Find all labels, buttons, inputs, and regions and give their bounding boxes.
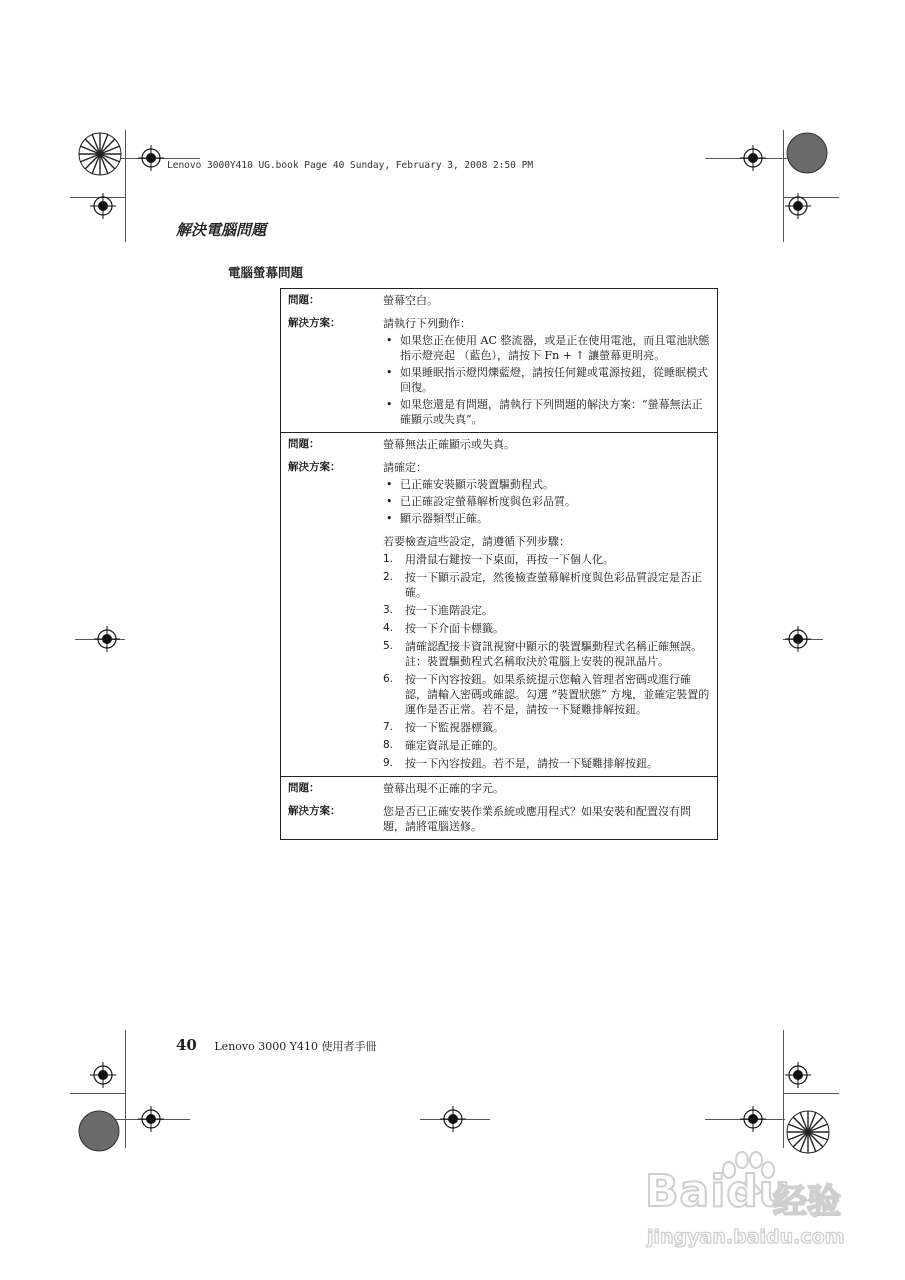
solution-row (281, 804, 717, 834)
starburst-target-icon (77, 131, 123, 177)
bullet-item (383, 511, 711, 526)
step-number: 7. (383, 721, 394, 733)
solution-intro: 請執行下列動作： (383, 317, 471, 330)
bullet-text: 如果您正在使用 AC 整流器，或是正在使用電池，而且電池狀態指示燈亮起 （藍色），請按下 Fn + ↑ 讓螢幕更明亮。 (400, 334, 710, 362)
registration-mark-icon (740, 145, 766, 171)
registration-mark-icon (90, 193, 116, 219)
registration-mark-icon (90, 1062, 116, 1088)
bullet-icon: • (386, 512, 393, 525)
step-item (383, 720, 711, 735)
step-number: 8. (383, 739, 394, 751)
step-item (383, 552, 711, 567)
watermark-brand-cn: 经验 (773, 1182, 841, 1222)
step-item (383, 738, 711, 753)
step-text: 用滑鼠右鍵按一下桌面，再按一下個人化。 (405, 553, 614, 566)
step-item (383, 603, 711, 618)
problem-text: 螢幕無法正確顯示或失真。 (383, 438, 515, 451)
page-footer (176, 1036, 376, 1054)
step-item (383, 621, 711, 636)
step-number: 4. (383, 622, 394, 634)
step-number: 2. (383, 571, 394, 583)
problem-block (281, 289, 717, 432)
step-number: 5. (383, 640, 394, 652)
step-item (383, 639, 711, 669)
problem-row (281, 293, 717, 308)
problem-row (281, 781, 717, 796)
bullet-item (383, 477, 711, 492)
page-number: 40 (176, 1036, 197, 1054)
step-number: 3. (383, 604, 394, 616)
gray-target-icon (785, 131, 829, 175)
gray-target-icon (77, 1109, 121, 1153)
solution-label: 解決方案： (288, 461, 341, 473)
step-text: 按一下介面卡標籤。 (405, 622, 504, 635)
solution-label: 解決方案： (288, 317, 341, 329)
step-item (383, 672, 711, 717)
bullet-item (383, 333, 711, 363)
solution-content (383, 460, 711, 771)
book-title: Lenovo 3000 Y410 使用者手冊 (214, 1040, 377, 1053)
registration-mark-icon (94, 626, 120, 652)
step-number: 1. (383, 553, 394, 565)
solution-intro: 請確定： (383, 461, 427, 474)
registration-mark-icon (785, 626, 811, 652)
step-text: 確定資訊是正確的。 (405, 739, 504, 752)
step-text: 按一下內容按鈕。若不是，請按一下疑難排解按鈕。 (405, 757, 658, 770)
problem-row (281, 437, 717, 452)
troubleshooting-table (280, 288, 718, 840)
bullet-item (383, 365, 711, 395)
step-number: 6. (383, 673, 394, 685)
registration-mark-icon (138, 145, 164, 171)
problem-label: 問題： (288, 294, 320, 306)
bullet-icon: • (386, 334, 393, 347)
bullet-icon: • (386, 398, 393, 411)
baidu-watermark (645, 1150, 865, 1260)
print-slug: Lenovo 3000Y410 UG.book Page 40 Sunday, February 3, 2008 2:50 PM (167, 160, 534, 171)
bullet-item (383, 397, 711, 427)
section-title: 電腦螢幕問題 (228, 265, 304, 280)
solution-label: 解決方案： (288, 805, 341, 817)
problem-text: 螢幕空白。 (383, 294, 438, 307)
problem-label: 問題： (288, 438, 320, 450)
starburst-target-icon (785, 1109, 831, 1155)
registration-mark-icon (785, 193, 811, 219)
bullet-text: 已正確設定螢幕解析度與色彩品質。 (400, 495, 576, 508)
step-item (383, 570, 711, 600)
bullet-item (383, 494, 711, 509)
registration-mark-icon (740, 1106, 766, 1132)
bullet-text: 已正確安裝顯示裝置驅動程式。 (400, 478, 554, 491)
solution-content (383, 316, 711, 427)
problem-label: 問題： (288, 782, 320, 794)
step-item (383, 756, 711, 771)
registration-mark-icon (440, 1106, 466, 1132)
bullet-text: 如果睡眠指示燈閃爍藍燈，請按任何鍵或電源按鈕，從睡眠模式回復。 (400, 366, 708, 394)
step-text: 按一下監視器標籤。 (405, 721, 504, 734)
solution-row (281, 460, 717, 771)
step-number: 9. (383, 757, 394, 769)
solution-row (281, 316, 717, 427)
chapter-title: 解決電腦問題 (176, 221, 267, 239)
bullet-icon: • (386, 478, 393, 491)
step-text: 按一下顯示設定，然後檢查螢幕解析度與色彩品質設定是否正確。 (405, 571, 702, 599)
step-text: 按一下內容按鈕。如果系統提示您輸入管理者密碼或進行確認，請輸入密碼或確認。勾選 “裝置狀態” 方塊，並確定裝置的運作是否正常。若不是，請按一下疑難排解按鈕。 (405, 673, 710, 716)
registration-mark-icon (138, 1106, 164, 1132)
step-text: 請確認配接卡資訊視窗中顯示的裝置驅動程式名稱正確無誤。註：裝置驅動程式名稱取決於電腦上安裝的視訊晶片。 (405, 640, 702, 668)
bullet-icon: • (386, 495, 393, 508)
bullet-text: 顯示器類型正確。 (400, 512, 488, 525)
bullet-text: 如果您還是有問題，請執行下列問題的解決方案：“螢幕無法正確顯示或失真”。 (400, 398, 703, 426)
bullet-icon: • (386, 366, 393, 379)
problem-block (281, 432, 717, 776)
watermark-url: jingyan.baidu.com (647, 1226, 845, 1248)
solution-text: 您是否已正確安裝作業系統或應用程式？如果安裝和配置沒有問題，請將電腦送修。 (383, 805, 691, 833)
steps-intro: 若要檢查這些設定，請遵循下列步驟： (383, 535, 570, 548)
problem-text: 螢幕出現不正確的字元。 (383, 782, 504, 795)
step-text: 按一下進階設定。 (405, 604, 493, 617)
registration-mark-icon (785, 1062, 811, 1088)
problem-block (281, 776, 717, 839)
watermark-brand: Baidu (645, 1166, 792, 1217)
